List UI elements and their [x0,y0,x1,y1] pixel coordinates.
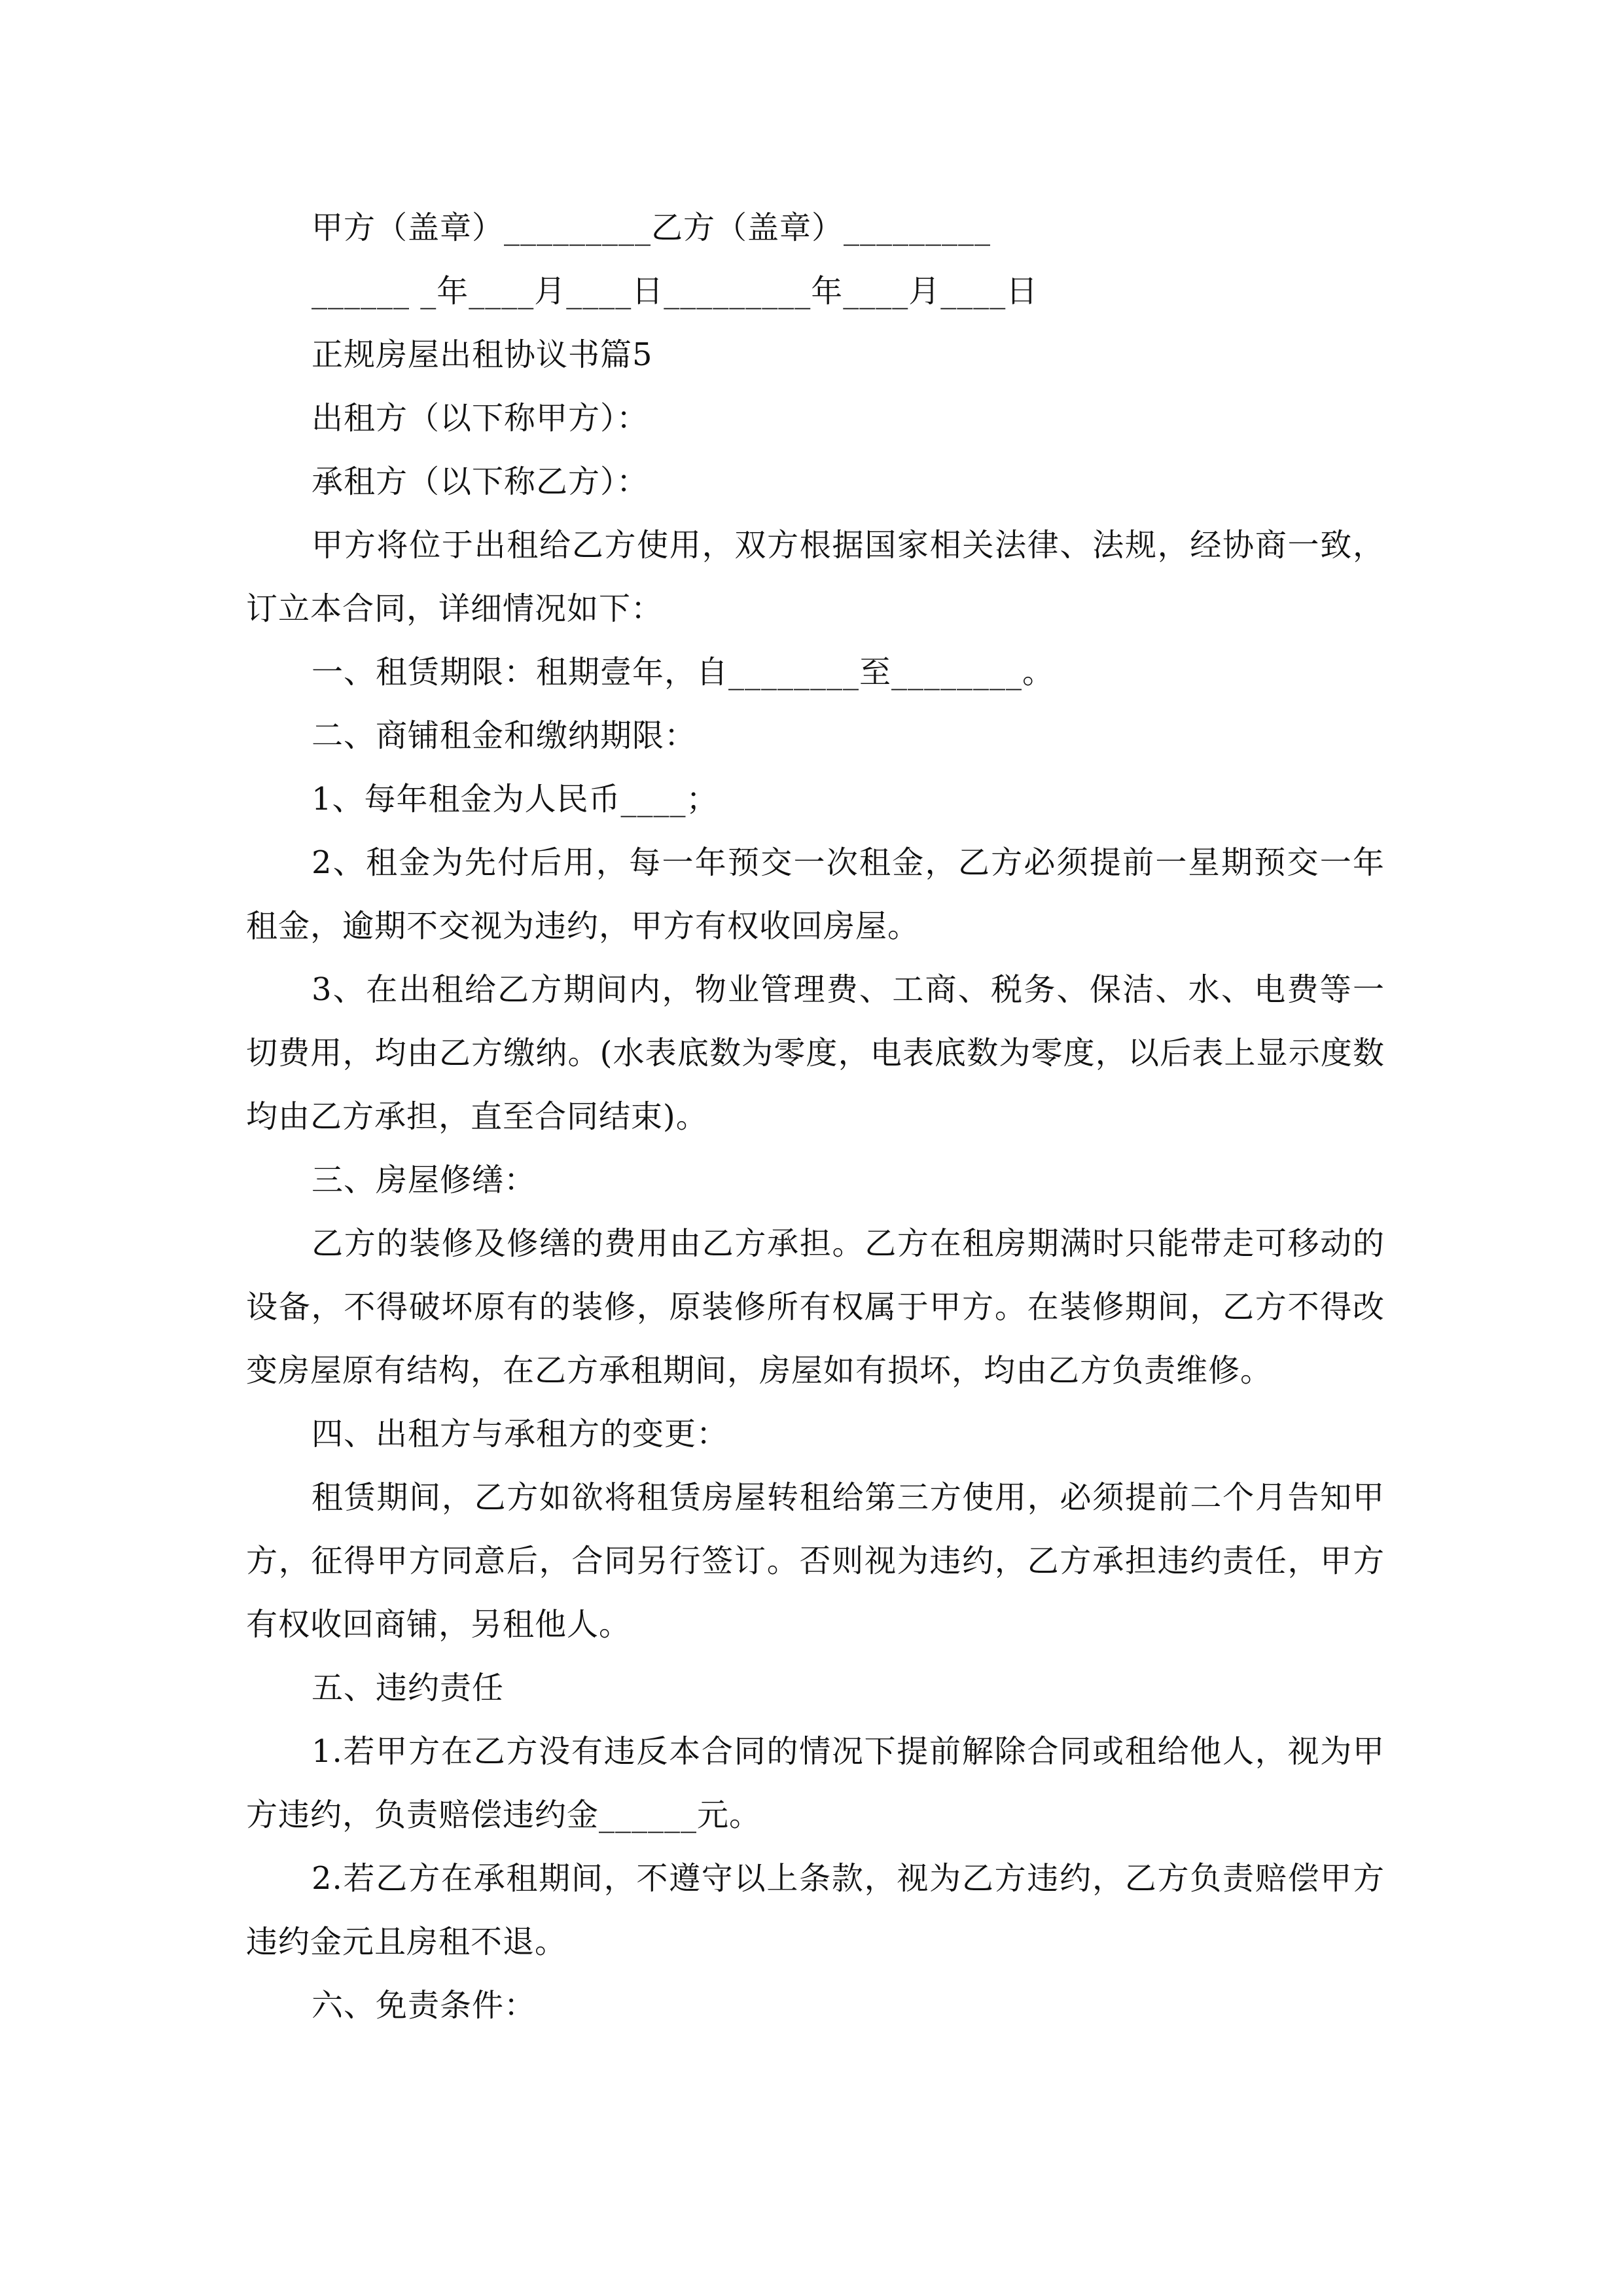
repair-heading: 三、房屋修缮： [312,1162,537,1198]
repair-paragraph: 乙方的装修及修缮的费用由乙方承担。乙方在租房期满时只能带走可移动的设备，不得破坏原有的装修，原装修所有权属于甲方。在装修期间，乙方不得改变房屋原有结构，在乙方承租期间，房屋如有损坏，均由乙方负责维修。 [246,1225,1385,1389]
rent-clause-2: 2、租金为先付后用，每一年预交一次租金，乙方必须提前一星期预交一年租金，逾期不交视为违约，甲方有权收回房屋。 [246,844,1385,944]
lease-term: 一、租赁期限：租期壹年，自________至________。 [312,654,1055,691]
intro-paragraph: 甲方将位于出租给乙方使用，双方根据国家相关法律、法规，经协商一致，订立本合同，详细情况如下： [246,527,1385,627]
breach-clause-1: 1.若甲方在乙方没有违反本合同的情况下提前解除合同或租给他人，视为甲方违约，负责赔偿违约金______元。 [246,1733,1385,1833]
date-line: ______ _年____月____日_________年____月____日 [312,273,1039,310]
section-title: 正规房屋出租协议书篇5 [312,336,653,373]
exemption-heading: 六、免责条件： [312,1987,537,2024]
rent-heading: 二、商铺租金和缴纳期限： [312,717,697,754]
document-body [246,196,1385,2037]
lessee-line: 承租方（以下称乙方）： [312,463,649,500]
breach-heading: 五、违约责任 [312,1670,505,1706]
lessor-line: 出租方（以下称甲方）： [312,400,649,437]
rent-clause-1: 1、每年租金为人民币____； [312,781,719,817]
change-heading: 四、出租方与承租方的变更： [312,1416,729,1452]
signature-line: 甲方（盖章）_________乙方（盖章）_________ [312,209,991,246]
change-paragraph: 租赁期间，乙方如欲将租赁房屋转租给第三方使用，必须提前二个月告知甲方，征得甲方同意后，合同另行签订。否则视为违约，乙方承担违约责任，甲方有权收回商铺，另租他人。 [246,1479,1385,1643]
breach-clause-2: 2.若乙方在承租期间，不遵守以上条款，视为乙方违约，乙方负责赔偿甲方违约金元且房租不退。 [246,1860,1385,1960]
rent-clause-3: 3、在出租给乙方期间内，物业管理费、工商、税务、保洁、水、电费等一切费用，均由乙方缴纳。(水表底数为零度，电表底数为零度，以后表上显示度数均由乙方承担，直至合同结束)。 [246,971,1385,1135]
